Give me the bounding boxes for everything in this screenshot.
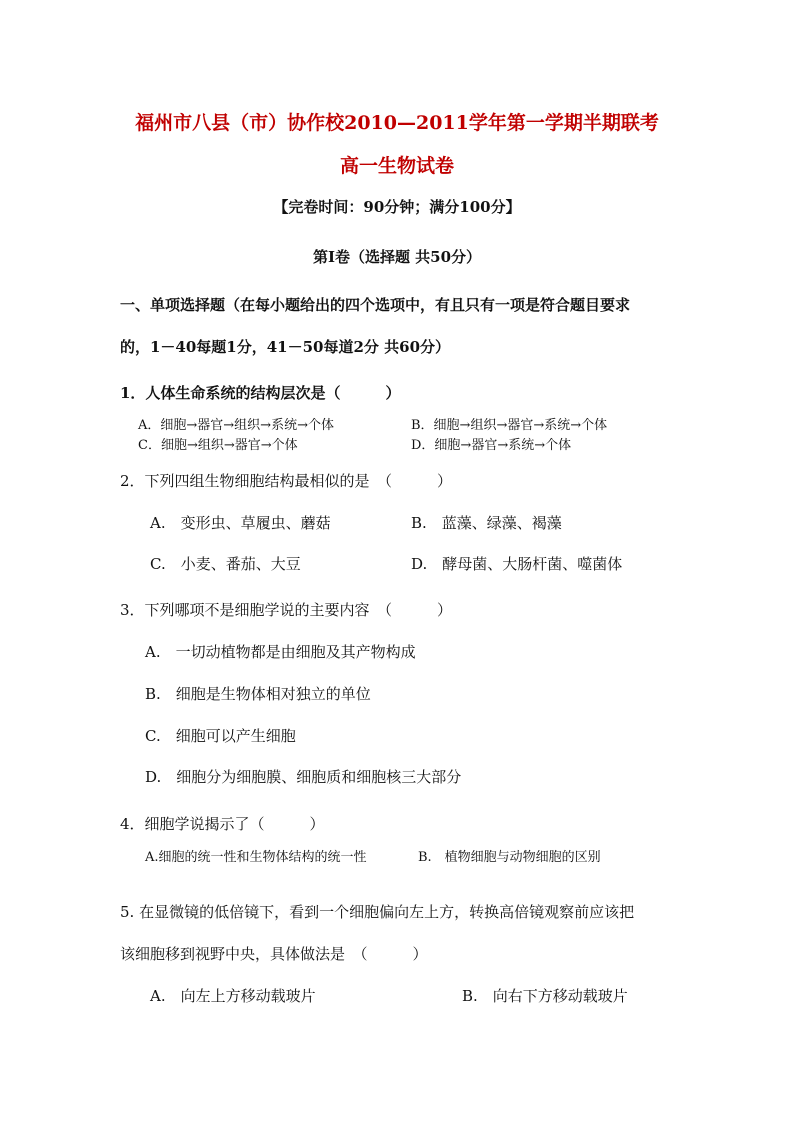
exam-title: 福州市八县（市）协作校2010—2011学年第一学期半期联考 — [135, 112, 659, 134]
question-option: B. 向右下方移动载玻片 — [462, 987, 628, 1005]
volume-heading: 第Ⅰ卷（选择题 共50分） — [312, 248, 482, 266]
question-option: A.细胞的统一性和生物体结构的统一性 — [145, 850, 367, 865]
question-stem: 1．人体生命系统的结构层次是（ ） — [120, 384, 401, 402]
question-option: A. 一切动植物都是由细胞及其产物构成 — [145, 643, 416, 661]
question-option: B. 细胞是生物体相对独立的单位 — [145, 685, 371, 703]
exam-subtitle: 高一生物试卷 — [339, 155, 454, 177]
question-option: C. 细胞可以产生细胞 — [145, 727, 296, 745]
section-instruction-line1: 一、单项选择题（在每小题给出的四个选项中，有且只有一项是符合题目要求 — [120, 296, 631, 314]
question-stem: 4．细胞学说揭示了（ ） — [120, 815, 325, 833]
question-stem-continued: 该细胞移到视野中央，具体做法是 （ ） — [120, 945, 428, 963]
section-instruction-line2: 的，1－40每题1分，41－50每道2分 共60分） — [120, 338, 451, 356]
question-option: D．细胞→器官→系统→个体 — [411, 438, 572, 453]
question-option: B. 蓝藻、绿藻、褐藻 — [411, 514, 562, 532]
question-stem: 3．下列哪项不是细胞学说的主要内容 （ ） — [120, 601, 453, 619]
exam-info: 【完卷时间：90分钟；满分100分】 — [273, 198, 521, 216]
question-option: A. 向左上方移动载玻片 — [150, 987, 316, 1005]
question-option: D. 酵母菌、大肠杆菌、噬菌体 — [411, 555, 623, 573]
question-option: A. 变形虫、草履虫、蘑菇 — [150, 514, 331, 532]
question-stem: 2．下列四组生物细胞结构最相似的是 （ ） — [120, 472, 453, 490]
question-option: C. 小麦、番茄、大豆 — [150, 555, 301, 573]
question-option: A．细胞→器官→组织→系统→个体 — [138, 418, 334, 433]
question-option: D. 细胞分为细胞膜、细胞质和细胞核三大部分 — [145, 768, 462, 786]
question-stem: 5. 在显微镜的低倍镜下，看到一个细胞偏向左上方，转换高倍镜观察前应该把 — [120, 903, 635, 921]
question-option: B．细胞→组织→器官→系统→个体 — [411, 418, 608, 433]
question-option: B. 植物细胞与动物细胞的区别 — [418, 850, 601, 865]
question-option: C．细胞→组织→器官→个体 — [138, 438, 298, 453]
